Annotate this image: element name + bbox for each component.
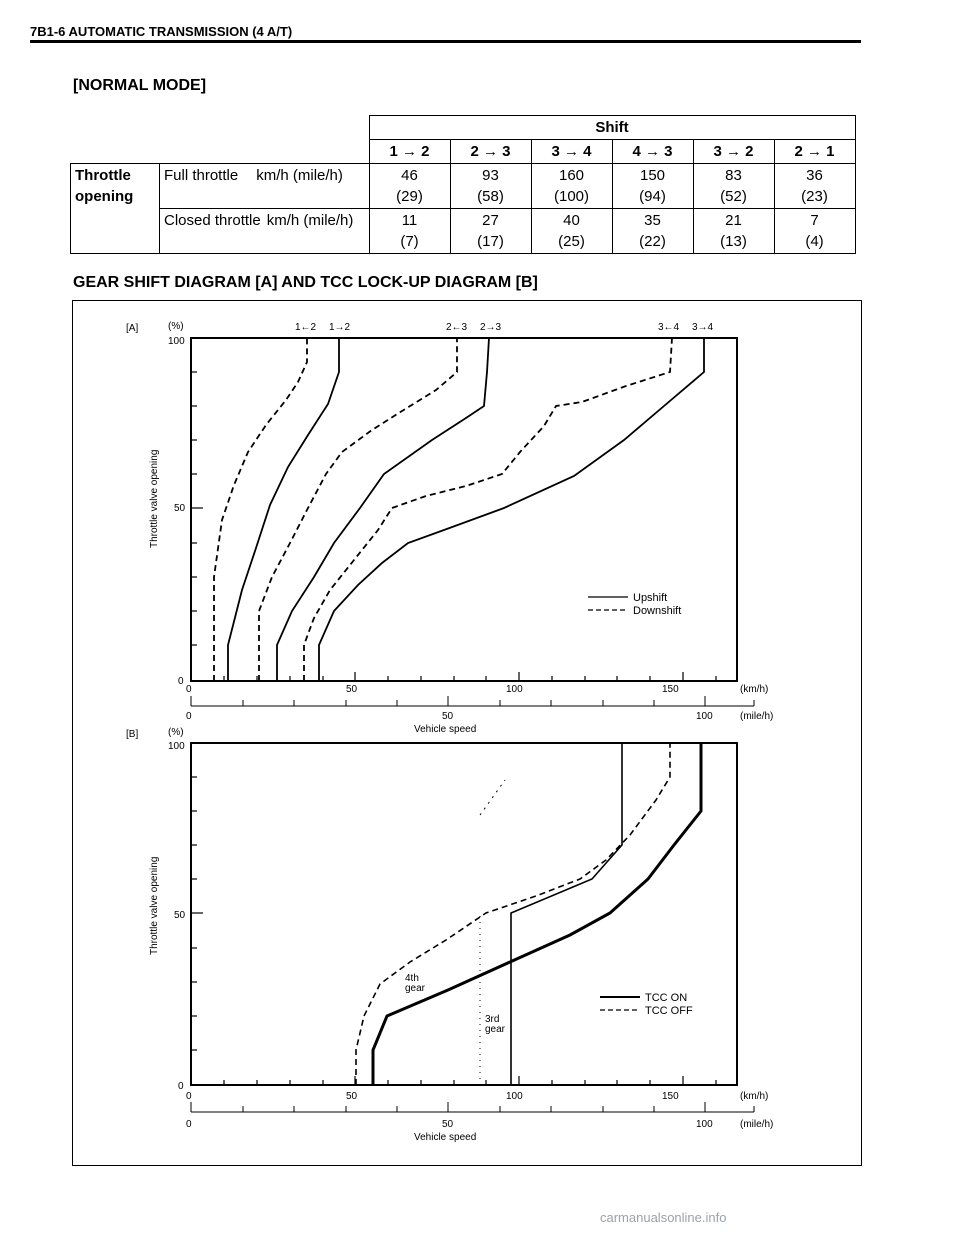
x-tick-label: 50 [346, 684, 358, 695]
diagram-a-x-tick-marks [224, 672, 716, 681]
diagram-a-plot-frame [191, 338, 737, 681]
row-group-label-line2: opening [75, 188, 134, 205]
diagram-a-mph-scale [191, 696, 754, 706]
mph-tick-label: 0 [186, 711, 192, 722]
x-tick-label: 50 [346, 1091, 358, 1102]
table-cell: 27 (17) [450, 209, 531, 254]
diagram-a-y-label: Throttle valve opening [149, 449, 160, 548]
diagram-b-y-tick-marks [191, 777, 203, 1050]
x-unit-kmh: (km/h) [740, 1091, 769, 1102]
table-cell: 11 (7) [369, 209, 450, 254]
y-tick-label: 100 [168, 741, 185, 752]
diagram-a [126, 321, 773, 735]
x-tick-label: 0 [186, 684, 192, 695]
diagram-a-y-tick-marks [191, 372, 203, 645]
x-unit-mph: (mile/h) [740, 1119, 774, 1130]
shift-line-label: 1←2 [295, 322, 317, 333]
x-tick-label: 150 [662, 1091, 679, 1102]
legend-tcc-on: TCC ON [645, 992, 688, 1004]
table-cell: 46 (29) [369, 164, 450, 209]
shift-group-header: Shift [369, 116, 855, 140]
x-unit-kmh: (km/h) [740, 684, 769, 695]
x-tick-label: 0 [186, 1091, 192, 1102]
table-cell: 7 (4) [774, 209, 855, 254]
legend-upshift: Upshift [633, 592, 668, 604]
footer-watermark: carmanualsonline.info [600, 1210, 727, 1225]
mph-tick-label: 100 [696, 711, 713, 722]
mph-tick-label: 100 [696, 1119, 713, 1130]
x-tick-label: 150 [662, 684, 679, 695]
y-tick-label: 0 [178, 1081, 184, 1092]
y-tick-label: 0 [178, 676, 184, 687]
diagram-section-title: GEAR SHIFT DIAGRAM [A] AND TCC LOCK-UP DIAGRAM [B] [73, 274, 538, 291]
tcc-off-line [356, 743, 670, 1085]
y-tick-label: 50 [174, 910, 186, 921]
shift-line-label: 3→4 [692, 322, 714, 333]
shift-line-label: 2←3 [446, 322, 468, 333]
diagram-b-mph-scale [191, 1102, 754, 1112]
gear-label-4th-line1: 4th [405, 973, 419, 984]
column-header: 3 → 2 [693, 140, 774, 164]
condition-name: Full throttle [164, 167, 239, 184]
column-header: 2 → 3 [450, 140, 531, 164]
section-title-normal-mode: [NORMAL MODE] [73, 77, 207, 94]
diagram-a-x-label: Vehicle speed [414, 724, 477, 735]
table-cell: 21 (13) [693, 209, 774, 254]
shift-line-label: 1→2 [329, 322, 351, 333]
table-cell: 93 (58) [450, 164, 531, 209]
table-cell: 35 (22) [612, 209, 693, 254]
mph-tick-label: 50 [442, 1119, 454, 1130]
table-cell: 160 (100) [531, 164, 612, 209]
table-cell: 150 (94) [612, 164, 693, 209]
upshift-line-3-4 [319, 338, 704, 681]
shift-line-label: 2→3 [480, 322, 502, 333]
diagram-b-plot-frame [191, 743, 737, 1085]
condition-name: Closed throttle [164, 212, 261, 229]
mph-tick-label: 0 [186, 1119, 192, 1130]
column-header: 3 → 4 [531, 140, 612, 164]
page-header-title: 7B1-6 AUTOMATIC TRANSMISSION (4 A/T) [30, 24, 293, 39]
diagram-a-tag: [A] [126, 323, 139, 334]
legend-tcc-off: TCC OFF [645, 1005, 693, 1017]
y-tick-label: 50 [174, 503, 186, 514]
x-tick-label: 100 [506, 684, 523, 695]
downshift-line-1-2 [214, 338, 307, 681]
diagram-b-y-unit: (%) [168, 727, 184, 738]
table-cell: 83 (52) [693, 164, 774, 209]
column-header: 1 → 2 [369, 140, 450, 164]
tcc-on-4th-line [373, 743, 701, 1085]
gear-boundary-dotted-upper [480, 780, 505, 815]
diagram-b-tag: [B] [126, 729, 139, 740]
gear-label-4th-line2: gear [405, 983, 426, 994]
shift-line-label: 3←4 [658, 322, 680, 333]
condition-unit: km/h (mile/h) [256, 167, 343, 184]
table-cell: 36 (23) [774, 164, 855, 209]
diagram-b-y-label: Throttle valve opening [149, 856, 160, 955]
row-group-label-line1: Throttle [75, 167, 131, 184]
x-tick-label: 100 [506, 1091, 523, 1102]
column-header: 4 → 3 [612, 140, 693, 164]
x-unit-mph: (mile/h) [740, 711, 774, 722]
diagram-b-x-label: Vehicle speed [414, 1132, 477, 1143]
legend-downshift: Downshift [633, 605, 682, 617]
y-tick-label: 100 [168, 336, 185, 347]
mph-tick-label: 50 [442, 711, 454, 722]
diagram-a-y-unit: (%) [168, 321, 184, 332]
condition-unit: km/h (mile/h) [266, 212, 354, 229]
gear-label-3rd-line2: gear [485, 1024, 506, 1035]
diagram-b-x-tick-marks [224, 1076, 716, 1085]
gear-label-3rd-line1: 3rd [485, 1014, 500, 1025]
column-header: 2 → 1 [774, 140, 855, 164]
diagram-b [126, 727, 773, 1143]
table-cell: 40 (25) [531, 209, 612, 254]
